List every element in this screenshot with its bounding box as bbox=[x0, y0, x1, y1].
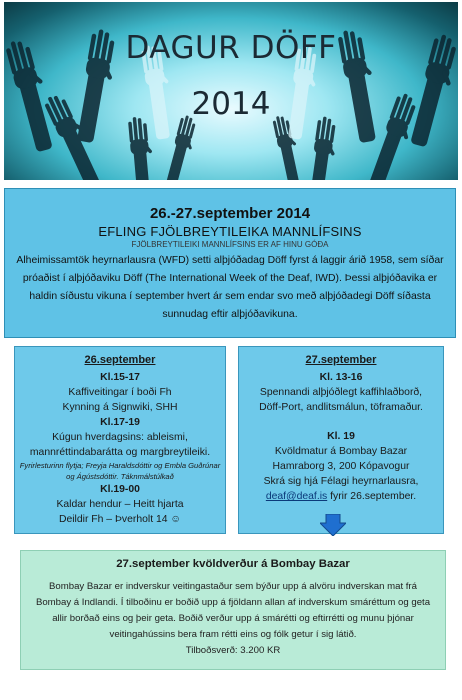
email-link[interactable]: deaf@deaf.is bbox=[265, 491, 328, 502]
event-subtitle: EFLING FJÖLBREYTILEIKA MANNLÍFSINS bbox=[98, 224, 362, 239]
day1-schedule bbox=[14, 346, 226, 534]
day1-time3: Kl.19-00 bbox=[100, 484, 140, 495]
day2-registration bbox=[239, 489, 443, 504]
day1-time2: Kl.17-19 bbox=[100, 417, 140, 428]
intro-box bbox=[4, 188, 456, 338]
day2-item: Spennandi alþjóðlegt kaffihlaðborð, bbox=[259, 387, 423, 398]
dinner-box bbox=[20, 550, 446, 670]
down-arrow-icon bbox=[320, 514, 346, 536]
dinner-price: Tilboðsverð: 3.200 KR bbox=[185, 645, 281, 656]
day1-item: Kúgun hverdagsins: ableismi, bbox=[52, 432, 188, 443]
dinner-description: Bombay Bazar er indverskur veitingastaður sem býður upp á alvöru indverskan mat frá Bombay á Indlandi. Í tilboðinu er boðið upp á fjöldann allan af indverskum smáréttum og geta allir borðað eins og þeir geta. Boðið verður upp á smárétti og eftirrétti og munu þjónar veitingahússins bera fram rétti eins og fólk getur í sig látið. bbox=[35, 581, 431, 640]
day2-time2: Kl. 19 bbox=[327, 431, 355, 442]
raised-hand-icon bbox=[306, 116, 340, 180]
dinner-heading: 27.september kvöldverður á Bombay Bazar bbox=[116, 558, 350, 570]
day2-item: Kvöldmatur á Bombay Bazar bbox=[274, 446, 408, 457]
day1-item: Kynning á Signwiki, SHH bbox=[62, 402, 178, 413]
registration-deadline: fyrir 26.september. bbox=[327, 491, 417, 502]
day1-item: Kaffiveitingar í boði Fh bbox=[68, 387, 172, 398]
raised-hand-icon bbox=[128, 116, 157, 180]
day1-speakers-note: Fyrirlesturinn flytja; Freyja Haraldsdóttir og Embla Guðrúnar og Ágústsdóttir. Táknmálstúlkað bbox=[19, 461, 221, 481]
day1-time1: Kl.15-17 bbox=[100, 372, 140, 383]
event-tagline: FJÖLBREYTILEIKI MANNLÍFSINS ER AF HINU GÓÐA bbox=[131, 240, 329, 249]
intro-paragraph: Alheimissamtök heyrnarlausra (WFD) setti alþjóðadag Döff fyrst á laggir árið 1958, sem síðar próaðist í alþjóðaviku Döff (The International Week of the Deaf, IWD). Þessi alþjóðavika er haldin síðustu vikuna í september hvert ár sem endar svo með alþjóðadegi Döff síðasta sunnudag eftir alþjóðavikuna. bbox=[16, 255, 444, 320]
day2-item: Hamraborg 3, 200 Kópavogur bbox=[272, 461, 410, 472]
day1-item: Deildir Fh – Þverholt 14 ☺ bbox=[58, 514, 182, 525]
day2-item: Döff-Port, andlitsmálun, töframaður. bbox=[259, 402, 423, 413]
day2-time1: Kl. 13-16 bbox=[319, 372, 363, 383]
day2-schedule bbox=[238, 346, 444, 534]
day1-item: Kaldar hendur – Heitt hjarta bbox=[56, 499, 184, 510]
day1-item: mannréttindabarátta og margbreytileiki. bbox=[29, 447, 211, 458]
banner-year: 2014 bbox=[191, 86, 271, 122]
banner-title: DAGUR DÖFF bbox=[125, 30, 337, 66]
event-dates: 26.-27.september 2014 bbox=[149, 205, 311, 222]
day2-item: Skrá sig hjá Félagi heyrnarlausra, bbox=[263, 476, 419, 487]
day1-heading: 26.september bbox=[84, 354, 156, 366]
header-banner bbox=[4, 2, 458, 180]
raised-hand-icon bbox=[162, 114, 200, 180]
day2-heading: 27.september bbox=[305, 354, 377, 366]
